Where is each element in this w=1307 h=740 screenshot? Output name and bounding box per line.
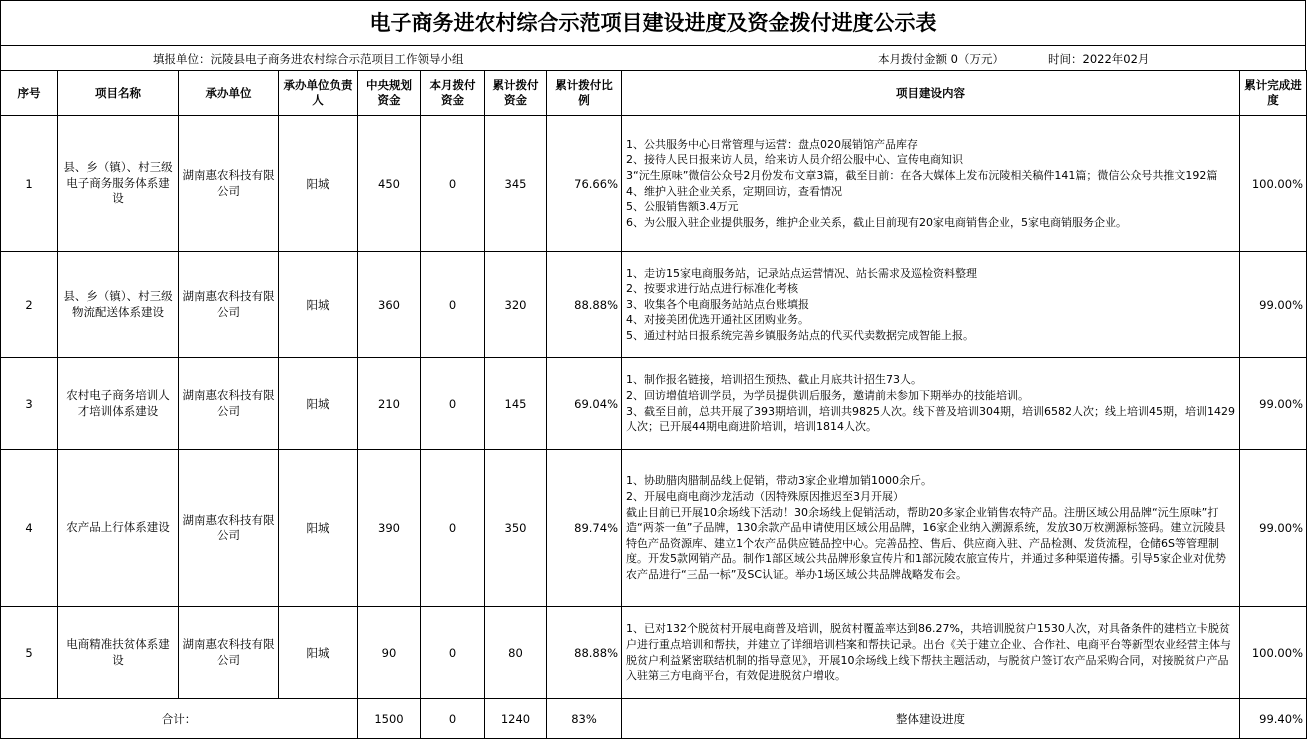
table-row	[1, 450, 1307, 607]
table-row	[1, 358, 1307, 450]
content-line: 6、为公服入驻企业提供服务，维护企业关系，截止目前现有20家电商销售企业，5家电商销服务企业。	[626, 215, 1127, 229]
total-cum: 1240	[485, 699, 547, 739]
header-seq: 序号	[1, 71, 58, 116]
table-row	[1, 252, 1307, 358]
info-bar	[0, 45, 1306, 70]
content-line: 5、公服销售额3.4万元	[626, 200, 739, 214]
content-line: 2、开展电商电商沙龙活动（因特殊原因推迟至3月开展）	[626, 490, 904, 504]
content-line: 3、截至目前，总共开展了393期培训，培训共9825人次。线下普及培训304期，培训6582人次；线上培训45期，培训1429人次；已开展44期电商进阶培训，培训1814人次。	[626, 404, 1235, 434]
cell-name: 县、乡（镇）、村三级物流配送体系建设	[58, 252, 179, 358]
progress-table	[0, 70, 1307, 739]
header-row	[1, 71, 1307, 116]
cell-cum: 345	[485, 116, 547, 252]
cell-progress: 99.00%	[1240, 252, 1307, 358]
content-line: 1、公共服务中心日常管理与运营：盘点020展销馆产品库存	[626, 137, 918, 151]
cell-month: 0	[421, 116, 485, 252]
cell-cum: 320	[485, 252, 547, 358]
content-line: 1、协助腊肉腊制品线上促销，带动3家企业增加销1000余斤。	[626, 474, 932, 488]
content-line: 截止目前已开展10余场线下活动！30余场线上促销活动，帮助20多家企业销售农特产品。注册区域公用品牌“沅生原味”打造“两茶一鱼”子品牌，130余款产品申请使用区域公用品牌，16家企业纳入溯源系统，发放30万枚溯源标签码。建立沅陵县特色产品资源库、建立1个农产品供应链品控中心。完善品控、售后、供应商入驻、产品检测、发货流程，仓储6S等管理制度。开发5款网销产品。制作1部区域公共品牌形象宣传片和1部沅陵农旅宣传片，并通过多种渠道传播。引导5家企业对优势农产品进行“三品一标”及SC认证。举办1场区域公共品牌战略发布会。	[626, 505, 1226, 581]
total-row	[1, 699, 1307, 739]
cell-progress: 99.00%	[1240, 450, 1307, 607]
cell-month: 0	[421, 252, 485, 358]
cell-owner: 阳城	[279, 358, 358, 450]
header-month: 本月拨付资金	[421, 71, 485, 116]
content-line: 2、回访增值培训学员，为学员提供训后服务，邀请前未参加下期举办的技能培训。	[626, 388, 1029, 402]
cell-ratio: 88.88%	[547, 252, 622, 358]
header-ratio: 累计拨付比例	[547, 71, 622, 116]
cell-ratio: 89.74%	[547, 450, 622, 607]
cell-central: 210	[358, 358, 421, 450]
cell-seq: 2	[1, 252, 58, 358]
cell-unit: 湖南惠农科技有限公司	[179, 450, 279, 607]
cell-central: 90	[358, 607, 421, 699]
filler-unit: 填报单位：沅陵县电子商务进农村综合示范项目工作领导小组	[153, 52, 464, 66]
page-title: 电子商务进农村综合示范项目建设进度及资金拨付进度公示表	[0, 0, 1306, 45]
content-line: 2、按要求进行站点进行标准化考核	[626, 282, 798, 296]
table-row	[1, 116, 1307, 252]
header-name: 项目名称	[58, 71, 179, 116]
total-central: 1500	[358, 699, 421, 739]
cell-name: 农村电子商务培训人才培训体系建设	[58, 358, 179, 450]
cell-progress: 100.00%	[1240, 607, 1307, 699]
total-month: 0	[421, 699, 485, 739]
content-line: 2、接待人民日报来访人员，给来访人员介绍公服中心、宣传电商知识	[626, 153, 963, 167]
cell-progress: 100.00%	[1240, 116, 1307, 252]
cell-owner: 阳城	[279, 252, 358, 358]
cell-seq: 1	[1, 116, 58, 252]
cell-month: 0	[421, 607, 485, 699]
cell-central: 360	[358, 252, 421, 358]
content-line: 3“沅生原味”微信公众号2月份发布文章3篇，截至目前：在各大媒体上发布沅陵相关稿件141篇；微信公众号共推文192篇	[626, 168, 1218, 182]
content-line: 1、走访15家电商服务站，记录站点运营情况、站长需求及巡检资料整理	[626, 266, 977, 280]
cell-progress: 99.00%	[1240, 358, 1307, 450]
cell-owner: 阳城	[279, 450, 358, 607]
table-row	[1, 607, 1307, 699]
cell-ratio: 88.88%	[547, 607, 622, 699]
cell-seq: 4	[1, 450, 58, 607]
header-owner: 承办单位负责人	[279, 71, 358, 116]
cell-seq: 5	[1, 607, 58, 699]
header-unit: 承办单位	[179, 71, 279, 116]
cell-owner: 阳城	[279, 607, 358, 699]
cell-ratio: 76.66%	[547, 116, 622, 252]
monthly-amount: 本月拨付金额 0（万元）	[878, 52, 1004, 66]
cell-cum: 350	[485, 450, 547, 607]
total-ratio: 83%	[547, 699, 622, 739]
cell-name: 电商精准扶贫体系建设	[58, 607, 179, 699]
cell-cum: 145	[485, 358, 547, 450]
cell-content	[622, 252, 1240, 358]
cell-name: 农产品上行体系建设	[58, 450, 179, 607]
cell-owner: 阳城	[279, 116, 358, 252]
cell-unit: 湖南惠农科技有限公司	[179, 116, 279, 252]
content-line: 4、维护入驻企业关系，定期回访，查看情况	[626, 184, 842, 198]
content-line: 1、已对132个脱贫村开展电商普及培训，脱贫村覆盖率达到86.27%，共培训脱贫户1530人次，对具备条件的建档立卡脱贫户进行重点培训和帮扶，并建立了详细培训档案和帮扶记录。出台《关于建立企业、合作社、电商平台等新型农业经营主体与脱贫户利益紧密联结机制的指导意见》，开展10余场线上线下帮扶主题活动，与脱贫户签订农产品采购合同，对接脱贫户产品入驻第三方电商平台，有效促进脱贫户增收。	[626, 622, 1231, 683]
total-content: 整体建设进度	[622, 699, 1240, 739]
cell-unit: 湖南惠农科技有限公司	[179, 358, 279, 450]
content-line: 4、对接美团优选开通社区团购业务。	[626, 313, 809, 327]
content-line: 1、制作报名链接，培训招生预热、截止月底共计招生73人。	[626, 373, 922, 387]
cell-ratio: 69.04%	[547, 358, 622, 450]
cell-unit: 湖南惠农科技有限公司	[179, 607, 279, 699]
cell-month: 0	[421, 358, 485, 450]
cell-central: 390	[358, 450, 421, 607]
content-line: 3、收集各个电商服务站站点台账填报	[626, 297, 809, 311]
cell-content	[622, 607, 1240, 699]
header-content: 项目建设内容	[622, 71, 1240, 116]
cell-month: 0	[421, 450, 485, 607]
cell-seq: 3	[1, 358, 58, 450]
cell-content	[622, 450, 1240, 607]
cell-cum: 80	[485, 607, 547, 699]
total-label: 合计：	[1, 699, 358, 739]
content-line: 5、通过村站日报系统完善乡镇服务站点的代买代卖数据完成智能上报。	[626, 328, 974, 342]
cell-content	[622, 116, 1240, 252]
cell-name: 县、乡（镇）、村三级电子商务服务体系建设	[58, 116, 179, 252]
header-cum: 累计拨付资金	[485, 71, 547, 116]
header-progress: 累计完成进度	[1240, 71, 1307, 116]
cell-unit: 湖南惠农科技有限公司	[179, 252, 279, 358]
cell-content	[622, 358, 1240, 450]
cell-central: 450	[358, 116, 421, 252]
report-time: 时间：2022年02月	[1048, 52, 1150, 66]
total-progress: 99.40%	[1240, 699, 1307, 739]
header-central: 中央规划资金	[358, 71, 421, 116]
